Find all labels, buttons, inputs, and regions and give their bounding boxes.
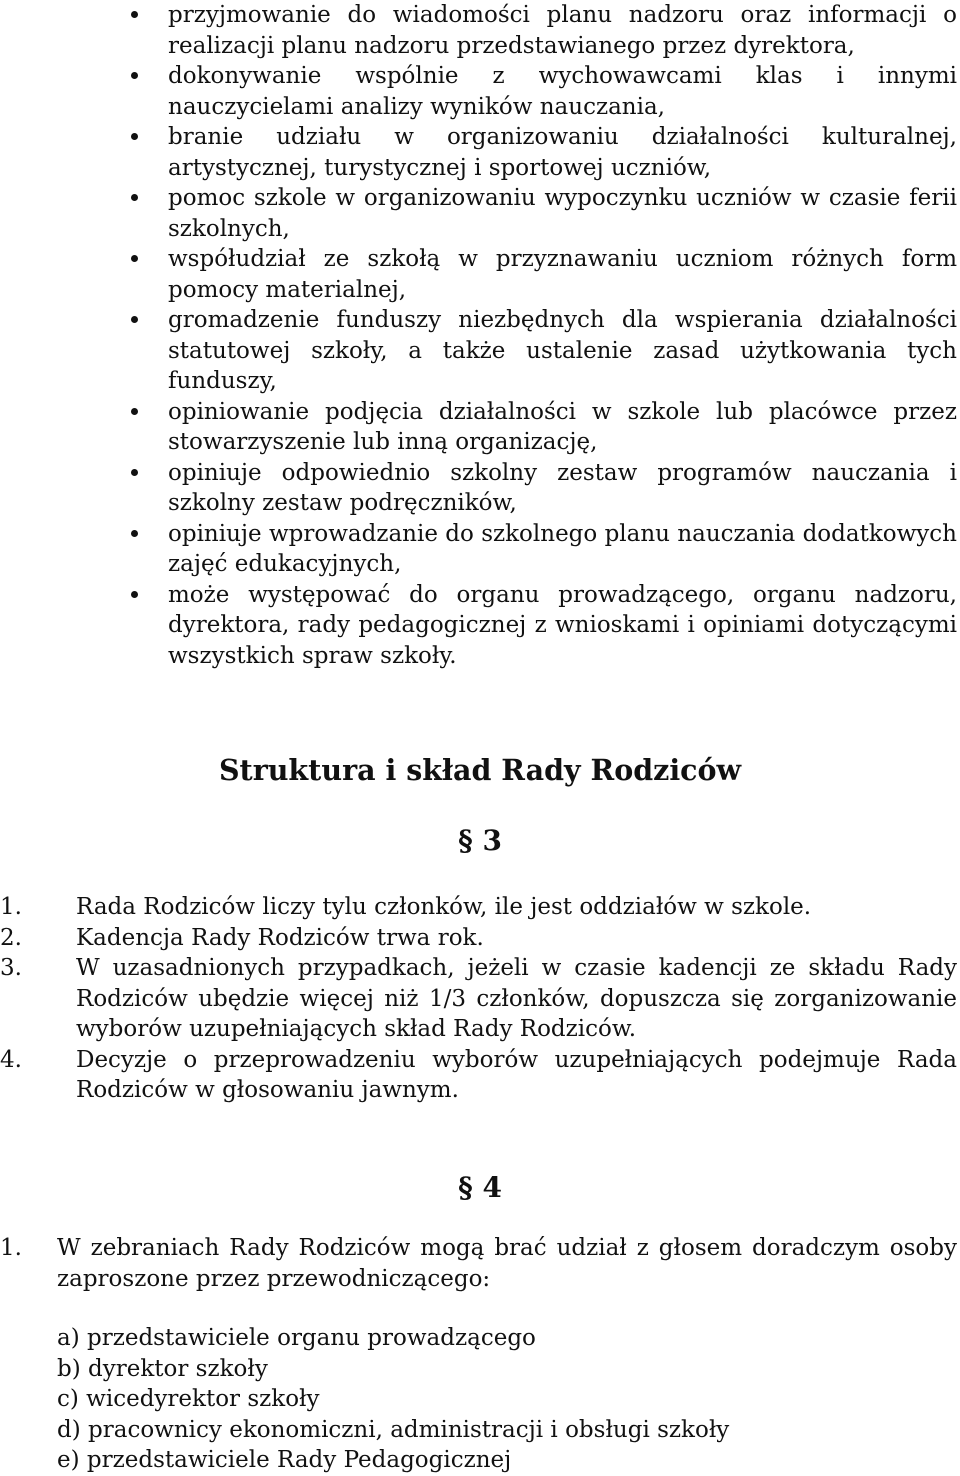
item-number: 1. [0, 894, 22, 920]
item-number: 4. [0, 1046, 22, 1073]
bullet-item: pomoc szkole w organizowaniu wypoczynku uczniów w czasie ferii szkolnych, [0, 183, 960, 244]
numbered-item [0, 923, 960, 954]
numbered-item [0, 953, 960, 1045]
bullet-item: może występować do organu prowadzącego, organu nadzoru, dyrektora, rady pedagogicznej z wnioskami i opiniami dotyczącymi wszystkich spraw szkoły. [0, 580, 960, 672]
item-text: Decyzje o przeprowadzeniu wyborów uzupełniających podejmuje Rada Rodziców w głosowaniu jawnym. [76, 1046, 957, 1103]
section3-numbered-list [0, 892, 960, 1106]
bullet-item: opiniuje wprowadzanie do szkolnego planu nauczania dodatkowych zajęć edukacyjnych, [0, 519, 960, 580]
numbered-item [0, 1233, 960, 1294]
bullet-item: współudział ze szkołą w przyznawaniu uczniom różnych form pomocy materialnej, [0, 244, 960, 305]
item-number: 2. [0, 924, 22, 951]
sub-item: e) przedstawiciele Rady Pedagogicznej [57, 1447, 512, 1473]
bullet-item: gromadzenie funduszy niezbędnych dla wspierania działalności statutowej szkoły, a także ustalenie zasad użytkowania tych funduszy, [0, 305, 960, 397]
invitee-sub-list [57, 1323, 729, 1476]
paragraph-mark-4: § 4 [458, 1171, 502, 1204]
section-heading: Struktura i skład Rady Rodziców [218, 753, 742, 787]
sub-item: d) pracownicy ekonomiczni, administracji i obsługi szkoły [57, 1416, 730, 1443]
bullet-item: opiniuje odpowiednio szkolny zestaw programów nauczania i szkolny zestaw podręczników, [0, 458, 960, 519]
item-number: 1. [0, 1235, 22, 1261]
item-text: W uzasadnionych przypadkach, jeżeli w czasie kadencji ze składu Rady Rodziców ubędzie więcej niż 1/3 członków, dopuszcza się zorganizowanie wyborów uzupełniających skład Rady Rodziców. [76, 955, 957, 1042]
numbered-item [0, 892, 960, 923]
item-text: Rada Rodziców liczy tylu członków, ile jest oddziałów w szkole. [76, 894, 812, 920]
duties-bullet-list [0, 0, 960, 671]
bullet-item: opiniowanie podjęcia działalności w szkole lub placówce przez stowarzyszenie lub inną organizację, [0, 397, 960, 458]
numbered-item [0, 1045, 960, 1106]
bullet-item: dokonywanie wspólnie z wychowawcami klas i innymi nauczycielami analizy wyników nauczania, [0, 61, 960, 122]
sub-item: a) przedstawiciele organu prowadzącego [57, 1325, 536, 1351]
sub-item: c) wicedyrektor szkoły [57, 1386, 320, 1412]
section4-numbered-list [0, 1233, 960, 1294]
bullet-item: przyjmowanie do wiadomości planu nadzoru oraz informacji o realizacji planu nadzoru przedstawianego przez dyrektora, [0, 0, 960, 61]
sub-item: b) dyrektor szkoły [57, 1355, 268, 1382]
item-number: 3. [0, 955, 22, 981]
bullet-item: branie udziału w organizowaniu działalności kulturalnej, artystycznej, turystycznej i sportowej uczniów, [0, 122, 960, 183]
item-text: Kadencja Rady Rodziców trwa rok. [76, 924, 484, 951]
paragraph-mark-3: § 3 [458, 824, 502, 857]
item-text: W zebraniach Rady Rodziców mogą brać udział z głosem doradczym osoby zaproszone przez przewodniczącego: [57, 1235, 957, 1292]
